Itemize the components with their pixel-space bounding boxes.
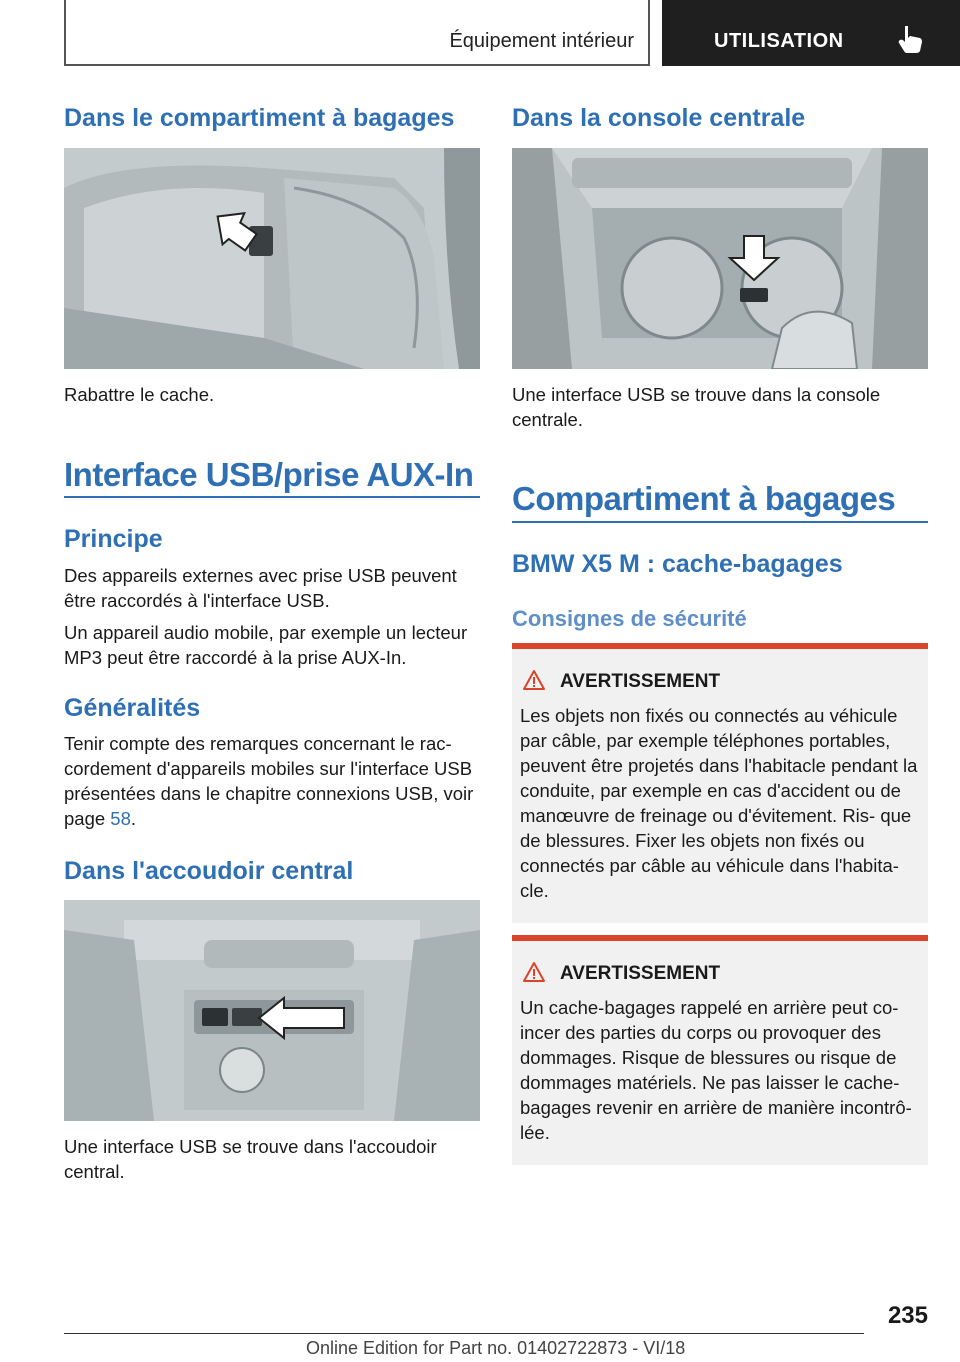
header-section-box xyxy=(64,0,650,66)
heading-compartiment: Compartiment à bagages xyxy=(512,480,896,517)
heading-principe: Principe xyxy=(64,525,163,553)
heading-usb-rule xyxy=(64,496,480,498)
warning-bar xyxy=(512,643,928,649)
principe-paragraph-2: Un appareil audio mobile, par exemple un lecteur MP3 peut être raccordé à la prise AUX-In. xyxy=(64,622,468,668)
principe-paragraph-1: Des appareils externes avec prise USB peuvent être raccordés à l'interface USB. xyxy=(64,565,457,611)
warning-title: AVERTISSEMENT xyxy=(560,963,721,984)
page-58-link[interactable]: 58 xyxy=(110,808,131,829)
footer-rule xyxy=(64,1333,864,1334)
heading-compartiment-rule xyxy=(512,521,928,523)
generalites-period: . xyxy=(130,808,137,829)
generalites-paragraph xyxy=(64,731,480,831)
heading-usb-interface: Interface USB/prise AUX-In xyxy=(64,456,474,493)
warning-text: Les objets non fixés ou connectés au véhicule par câble, par exemple téléphones portables, peuvent être projetés dans l'habitacle pendant la conduite, par exemple en cas d'accident ou de manœuvre de freinage ou d'évitement. Ris‐ que de blessures. Fixer les objets non fixés ou connectés par câble au véhicule dans l'habita‐ cle. xyxy=(520,705,918,901)
pointing-hand-icon xyxy=(896,24,924,54)
console-caption: Une interface USB se trouve dans la console centrale. xyxy=(512,384,881,430)
trunk-caption: Rabattre le cache. xyxy=(64,384,215,405)
heading-console: Dans la console centrale xyxy=(512,104,806,132)
footer-edition: Online Edition for Part no. 01402722873 - VI/18 xyxy=(306,1338,686,1358)
warning-box-2 xyxy=(512,935,928,1165)
heading-generalites: Généralités xyxy=(64,694,201,722)
heading-armrest: Dans l'accoudoir central xyxy=(64,857,354,885)
header-chapter-box xyxy=(662,0,960,66)
warning-text: Un cache-bagages rappelé en arrière peut co‐ incer des parties du corps ou provoquer des dommages. Risque de blessures ou risque de dommages matériels. Ne pas laisser le cache- bagages revenir en arrière de manière incontrô‐ lée. xyxy=(520,997,912,1143)
header-chapter-title: UTILISATION xyxy=(714,30,844,52)
warning-title: AVERTISSEMENT xyxy=(560,671,721,692)
heading-cover: BMW X5 M : cache-bagages xyxy=(512,550,843,578)
page-number: 235 xyxy=(887,1302,928,1329)
trunk-photo xyxy=(64,148,480,369)
header-section-title: Équipement intérieur xyxy=(449,30,634,52)
warning-triangle-icon xyxy=(522,961,546,983)
console-photo xyxy=(512,148,928,369)
warning-bar xyxy=(512,935,928,941)
warning-triangle-icon xyxy=(522,669,546,691)
generalites-text: Tenir compte des remarques concernant le rac‐ cordement d'appareils mobiles sur l'interface USB présentées dans le chapitre connexions USB, voir page xyxy=(64,733,474,829)
armrest-photo xyxy=(64,900,480,1121)
heading-trunk: Dans le compartiment à bagages xyxy=(64,104,455,132)
armrest-caption: Une interface USB se trouve dans l'accoudoir central. xyxy=(64,1136,437,1182)
heading-safety: Consignes de sécurité xyxy=(512,606,747,631)
warning-box-1 xyxy=(512,643,928,923)
